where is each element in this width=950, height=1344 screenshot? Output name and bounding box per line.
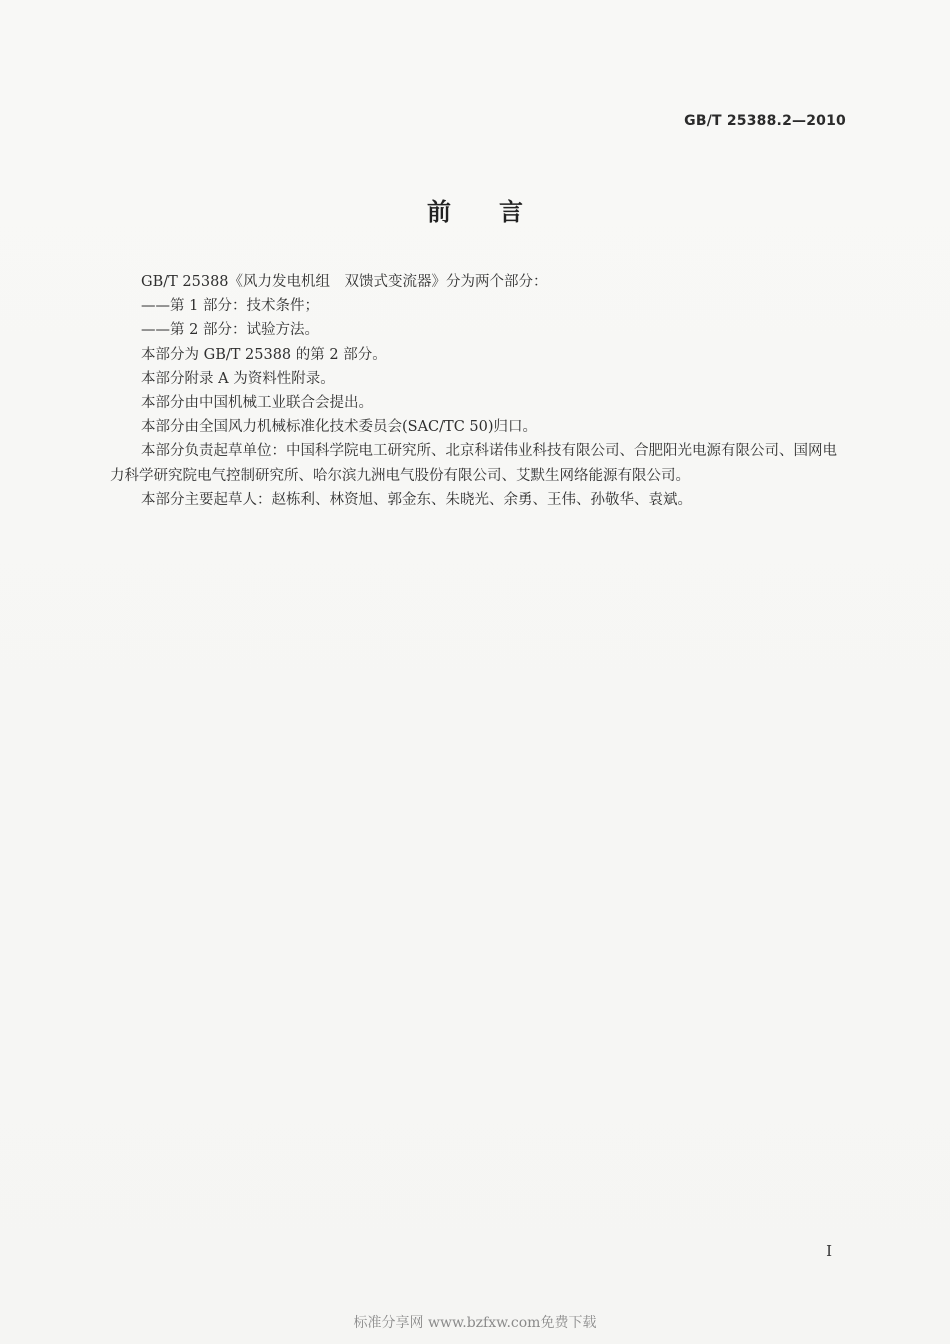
paragraph-proposed-by: 本部分由中国机械工业联合会提出。 [141,395,373,412]
paragraph-drafters: 本部分主要起草人：赵栋利、林资旭、郭金东、朱晓光、余勇、王伟、孙敬华、袁斌。 [141,491,692,508]
paragraph-series-intro: GB/T 25388《风力发电机组 双馈式变流器》分为两个部分： [141,274,548,290]
watermark-text: 标准分享网 www.bzfxw.com免费下载 [353,1315,597,1331]
paragraph-drafting-units: 本部分负责起草单位：中国科学院电工研究所、北京科诺伟业科技有限公司、合肥阳光电源有限公司、国网电力科学研究院电气控制研究所、哈尔滨九洲电气股份有限公司、艾默生网络能源有限公司。 [110,443,837,484]
paragraph-part-1: ——第 1 部分：技术条件； [141,298,319,315]
paragraph-this-part: 本部分为 GB/T 25388 的第 2 部分。 [141,346,387,363]
standard-number: GB/T 25388.2—2010 [684,113,846,129]
foreword-body [110,270,846,512]
paragraph-centralized-by: 本部分由全国风力机械标准化技术委员会(SAC/TC 50)归口。 [141,419,538,436]
page-title: 前言 [427,198,571,226]
page-number: I [826,1242,832,1260]
paragraph-annex: 本部分附录 A 为资料性附录。 [141,370,335,387]
paragraph-part-2: ——第 2 部分：试验方法。 [141,322,319,339]
